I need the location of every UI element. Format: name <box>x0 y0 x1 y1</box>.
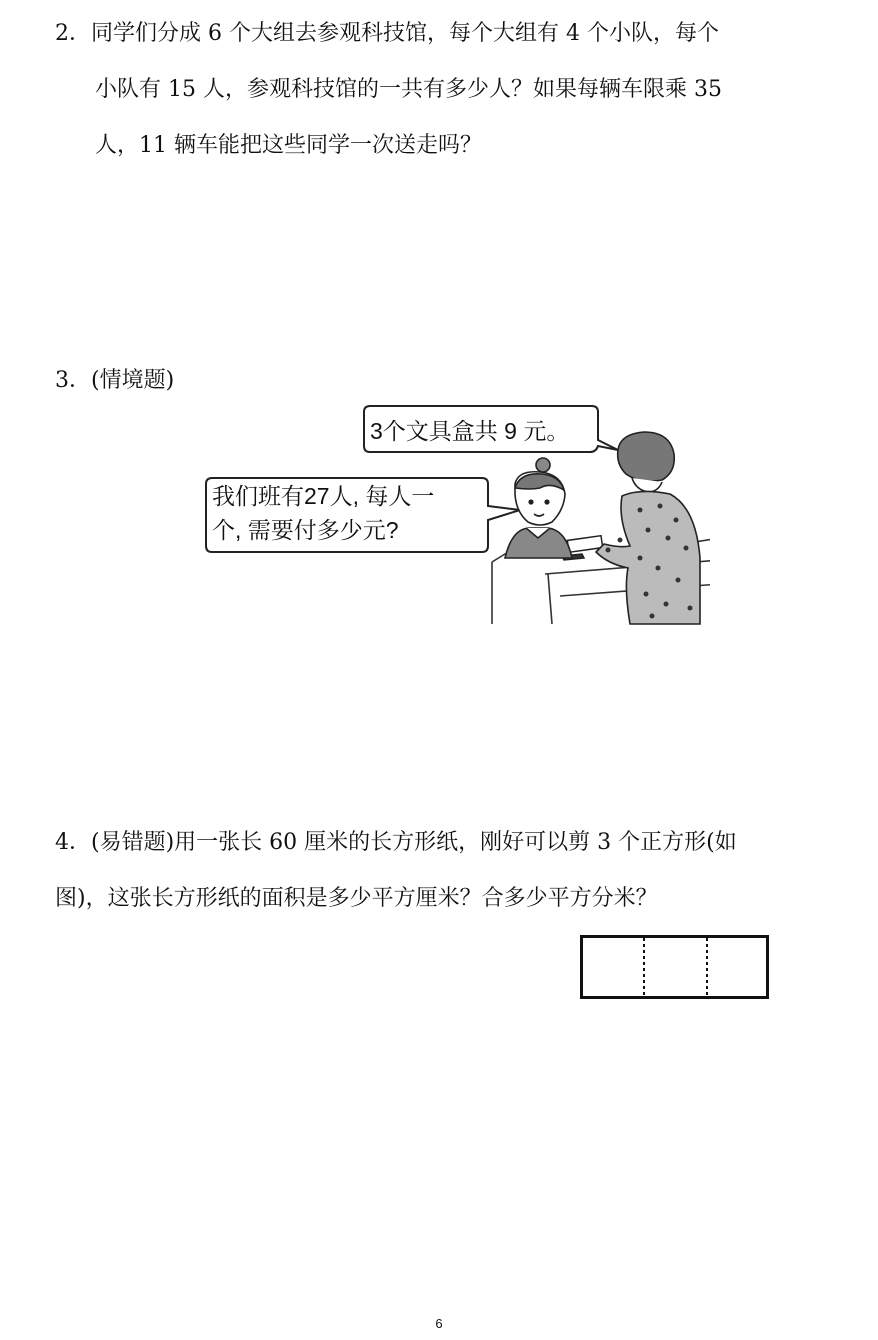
problem-2-line-3: 人，11 辆车能把这些同学一次送走吗？ <box>95 133 482 158</box>
girl-figure <box>505 458 572 558</box>
problem-4-line-1: 4．(易错题)用一张长 60 厘米的长方形纸，刚好可以剪 3 个正方形(如 <box>55 830 737 855</box>
problem-3-header: 3．(情境题) <box>55 368 175 393</box>
paper-rectangle <box>582 937 768 998</box>
problem-4-line-2: 图)，这张长方形纸的面积是多少平方厘米？合多少平方分米？ <box>55 886 658 911</box>
shopkeeper-speech-text: 3个文具盒共 9 元。 <box>370 418 570 444</box>
girl-speech-text-line-1: 我们班有27人, 每人一 <box>212 483 435 509</box>
page-number: 6 <box>435 1316 443 1331</box>
rectangle-three-squares-diagram <box>580 935 770 1001</box>
shopkeeper-figure <box>596 432 700 624</box>
problem-2-line-2: 小队有 15 人，参观科技馆的一共有多少人？如果每辆车限乘 35 <box>95 77 722 102</box>
problem-2-line-1: 2．同学们分成 6 个大组去参观科技馆，每个大组有 4 个小队，每个 <box>55 21 719 46</box>
girl-speech-text-line-2: 个, 需要付多少元? <box>212 517 399 543</box>
